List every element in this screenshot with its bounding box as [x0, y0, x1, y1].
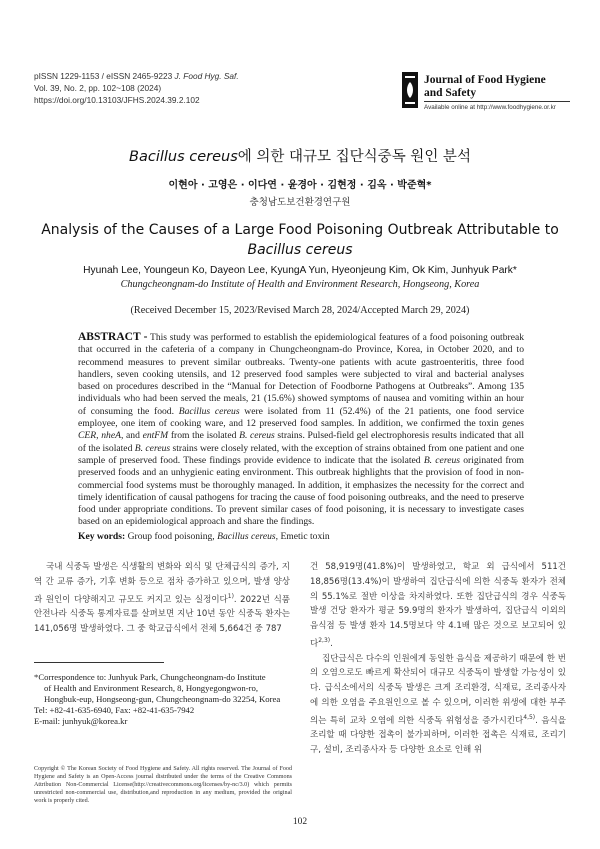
- korean-affiliation: 충청남도보건환경연구원: [249, 197, 351, 208]
- keywords-label: Key words:: [78, 531, 126, 542]
- footnote-divider: [34, 662, 164, 663]
- journal-logo-title: Journal of Food Hygiene and Safety: [424, 74, 546, 99]
- body-paragraph: 국내 식중독 발생은 식생활의 변화와 외식 및 단체급식의 증가, 지역 간 교류 증가, 기후 변화 등으로 점차 증가하고 있으며, 발생 양상과 원인이 다양해지고 규모도 커지고 있는 실정이다$^{1)}$. 2022년 식품안전나라 식중독 통계자료를 살펴보면 지난 10년 동안 식중독 환자는 141,056명 발생하였다. 그 중 학교급식에서 전체 5,664건 중 787: [34, 562, 290, 635]
- korean-authors: 이현아 · 고영은 · 이다연 · 윤경아 · 김현정 · 김옥 · 박준혁*: [168, 180, 432, 191]
- english-authors: Hyunah Lee, Youngeun Ko, Dayeon Lee, KyungA Yun, Hyeonjeung Kim, Ok Kim, Junhyuk Park*: [83, 265, 517, 276]
- body-column-left: [34, 560, 290, 637]
- korean-title: Bacillus cereus에 의한 대규모 집단식중독 원인 분석: [129, 149, 471, 165]
- copyright-notice: Copyright © The Korean Society of Food Hygiene and Safety. All rights reserved. The Journal of Food Hygiene and Safety is an Open-Access journal distributed under the terms of the Creative Commons Attribution Non-Commercial License(http://creativecommons.org/licenses/by-nc/3.0) which permits unrestricted non-commercial use, distribution,and reproduction in any medium, provided the original work is properly cited.: [34, 766, 292, 804]
- received-dates: (Received December 15, 2023/Revised March 28, 2024/Accepted March 29, 2024): [130, 305, 470, 316]
- logo-divider: [424, 101, 570, 102]
- abstract-heading: ABSTRACT -: [78, 331, 148, 343]
- journal-logo: [402, 72, 570, 112]
- correspondence: *Correspondence to: Junhyuk Park, Chungcheongnam-do Institute of Health and Environment Research, 8, Hongyegongwon-ro, Hongbuk-eup, Hongseong-gun, Chungcheongnam-do 32254, Korea Tel: +82-41-635-6940, Fax: +82-41-635-7942 E-mail: junhyuk@korea.kr: [34, 672, 292, 727]
- keywords: Key words: Group food poisoning, Bacillus cereus, Emetic toxin: [78, 531, 330, 542]
- volume-line: Vol. 39, No. 2, pp. 102~108 (2024): [34, 83, 162, 93]
- doi-link[interactable]: https://doi.org/10.13103/JFHS.2024.39.2.102: [34, 95, 200, 105]
- abstract: ABSTRACT - This study was performed to establish the epidemiological features of a food poisoning outbreak that occurred in the cafeteria of a company in Chungcheongnam-do Province, Korea, in October 2020, and to recommend measures to prevent similar outbreaks. Twenty-one patients with acute gastroenteritis, three food handlers, seven cooking utensils, and 12 preserved food samples were subjected to viral and bacterial analyses based on procedures described in the “Manual for Detection of Foodborne Pathogens at Outbreaks”. Among 135 individuals who had been served the meals, 21 (15.6%) showed symptoms of nausea and vomiting within an hour of consuming the food. Bacillus cereus were isolated from 11 (52.4%) of the 21 patients, one food service employee, one item of cooking ware, and 12 preserved food samples. In addition, we confirmed the toxin genes CER, nheA, and entFM from the isolated B. cereus strains. Pulsed-field gel electrophoresis results indicated that all of the isolated B. cereus strains were closely related, with the exception of strains obtained from one patient and one sample of preserved food. These findings provide evidence to indicate that the isolated B. cereus originated from preserved foods and an unhygienic eating environment. This outbreak highlights that the provision of food in non-commercial food systems must be thoroughly managed. In addition, it emphasizes the necessity for the correct and timely identification of causal pathogens for tracing the cause of food poisoning outbreaks, and the need to preserve food under appropriate conditions. To prevent similar cases of food poisoning, it is necessary to investigate cases based on an epidemiological approach and share the findings.: [78, 331, 525, 528]
- body-paragraph: 집단급식은 다수의 인원에게 동일한 음식을 제공하기 때문에 한 번의 오염으로도 빠르게 확산되어 대규모 식중독이 발생할 가능성이 있다. 급식소에서의 식중독 발생은 크게 조리환경, 식재료, 조리종사자에 의한 오염을 주요원인으로 볼 수 있으며, 이러한 위생에 대한 부주의는 특히 교차 오염에 의한 식중독 위험성을 증가시킨다$^{4,5)}$. 음식을 조리할 때 다양한 접촉이 불가피하며, 이러한 접촉은 식재료, 조리기구, 설비, 조리종사자 등 다양한 요소로 인해 위: [310, 653, 566, 756]
- journal-url-link[interactable]: Available online at http://www.foodhygiene.or.kr: [424, 104, 556, 111]
- english-title: Analysis of the Causes of a Large Food Poisoning Outbreak Attributable to Bacillus cereus: [41, 222, 559, 258]
- journal-logo-icon: [402, 72, 418, 108]
- body-paragraph: 건 58,919명(41.8%)이 발생하였고, 학교 외 급식에서 511건 18,856명(13.4%)이 발생하여 집단급식에 의한 식중독 환자가 전체의 55.1%로 절반 이상을 차지하였다. 또한 집단급식의 경우 식중독 발생 건당 환자가 평균 59.9명의 환자가 발생하여, 집단급식 이외의 음식점 등 발생 환자 14.5명보다 약 4.1배 많은 것으로 보고되어 있다$^{2,3)}$.: [310, 562, 566, 649]
- journal-meta: [34, 70, 239, 106]
- correspondence-email[interactable]: E-mail: junhyuk@korea.kr: [34, 716, 128, 726]
- english-affiliation: Chungcheongnam-do Institute of Health and Environment Research, Hongseong, Korea: [120, 279, 480, 290]
- page-number: 102: [292, 817, 308, 827]
- issn-line: pISSN 1229-1153 / eISSN 2465-9223 J. Food Hyg. Saf.: [34, 71, 239, 81]
- body-column-right: [310, 560, 566, 758]
